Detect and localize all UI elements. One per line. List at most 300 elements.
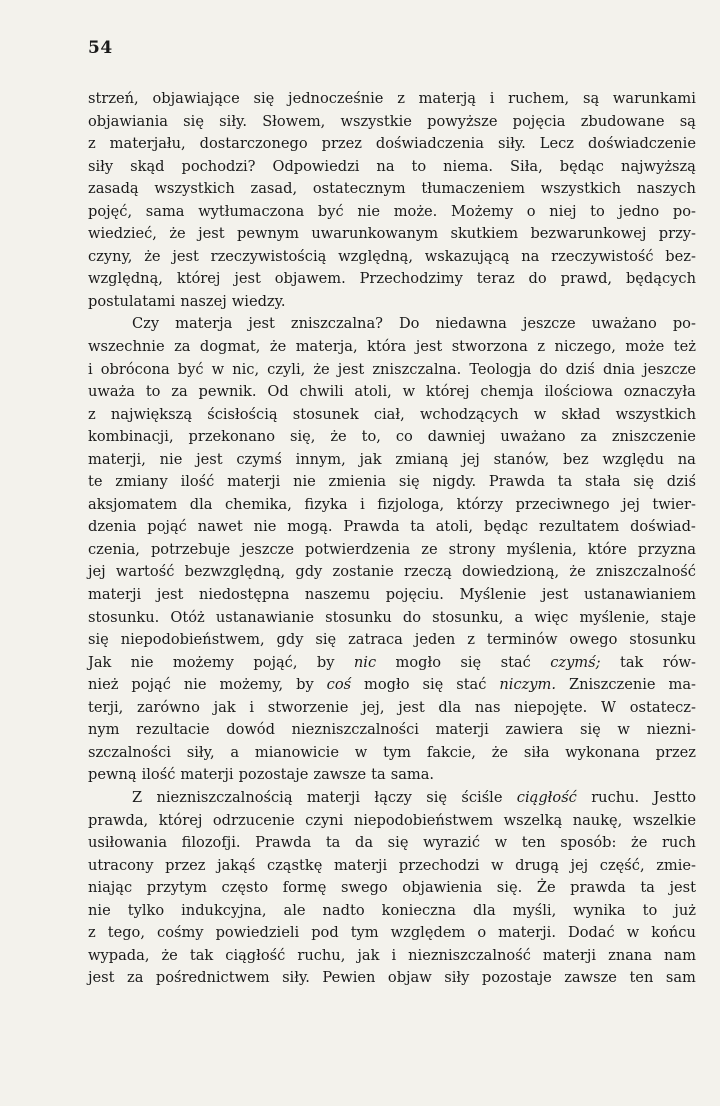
word: bez [563,450,589,468]
word: jej [462,450,480,468]
word: naszych [636,180,696,198]
word: na [521,247,540,265]
word: za [171,383,188,401]
word: dnia [602,360,636,378]
word: ze [421,540,438,558]
word: materji [542,946,597,964]
word: da [355,834,374,852]
word: strzeń, [88,90,139,107]
text-line [88,404,696,427]
word: będąc [483,518,529,536]
word: Myślenie [459,586,527,604]
word: ruch [661,834,696,852]
text-line [88,268,696,291]
text-line [88,156,696,179]
word: jest [248,315,275,333]
word: i [489,90,495,107]
word: pewną [88,766,137,784]
word: wiedzieć, [88,225,157,243]
word: której [158,811,203,829]
word: siły [444,969,470,987]
word: się [315,631,337,649]
word: ilość [180,473,215,491]
text-line [88,246,696,269]
word: niepodobieństwem, [120,631,265,649]
word: drugą [515,856,559,874]
word: stać [456,676,487,694]
word: zniszczalna? [290,315,383,333]
word: że [161,946,178,964]
word: terminów [486,631,558,649]
word: mianowicie [254,743,339,761]
word: aksjomatem [88,495,178,513]
word: ale [283,901,306,919]
word: tym [383,743,412,761]
word: już [674,901,696,919]
word: czyli, [267,360,306,378]
word: powyższe [427,112,498,130]
text-line [88,697,696,720]
word: ostatecz- [629,698,696,716]
word: ta [557,473,573,491]
word: materji [227,473,281,491]
text-line [88,426,696,449]
word: Jestto [653,788,696,806]
word: jej [570,856,589,874]
word: stosunku [325,608,392,626]
word: jest [88,969,115,987]
word: dla [438,698,462,716]
word: jej [622,495,640,513]
word: niedawna [435,315,507,333]
text-line [88,178,696,201]
word: często [221,879,269,897]
word: z [88,405,96,423]
word: fakcie, [426,743,476,761]
word: zatraca [348,631,403,649]
text-line [88,629,696,652]
word: tylko [127,901,165,919]
word: nigdy. [432,473,477,491]
word: stosunek [292,405,359,423]
word: czyny, [88,247,133,265]
word: fizjologa, [377,495,445,513]
word: te [88,473,103,491]
word: pochodzi? [181,157,256,175]
word: do [539,360,558,378]
word: zmienia [328,473,387,491]
word: czyni [305,811,344,829]
word: objawiania [88,112,168,130]
word: Siła, [510,157,543,175]
word: siły. [219,112,247,130]
word: Prawda [488,473,545,491]
word: pojęć, [88,202,133,220]
word: z [467,631,475,649]
text-line [88,607,696,630]
word: stosunku, [432,608,504,626]
word: strony [448,540,496,558]
word: się [460,653,482,671]
word: stosunku. [88,608,160,626]
word: dowiedzioną, [462,563,560,581]
word: po- [672,202,696,220]
word: są [582,90,600,107]
word: wiedzy. [231,292,286,310]
word: materji [88,586,142,604]
word: zasad, [250,180,298,198]
word: w [354,743,368,761]
word: pojąć [131,676,171,694]
word: dogmat, [199,338,261,356]
word: znana [608,946,653,964]
word: ten [521,834,546,852]
word: materja [175,315,233,333]
word: fizyka [304,495,348,513]
word: dziś [666,473,696,491]
word: Pewien [322,969,376,987]
word: mogą. [287,518,333,536]
word: ostatecznym [312,180,406,198]
word: nie [183,676,207,694]
word: staje [660,608,696,626]
word: w [402,383,416,401]
text-line [88,88,696,111]
word: przy- [658,225,696,243]
word: odrzucenie [212,811,295,829]
word: ustanawianie [215,608,314,626]
text-line [88,877,696,900]
word: nic, [232,360,260,378]
word: bez- [665,247,696,265]
word: obrócona [100,360,170,378]
word: zasadą [88,180,139,198]
text-line [88,539,696,562]
word: warunkami [612,90,696,107]
word: gdy [276,631,304,649]
word: materji [180,766,234,784]
word: w [617,721,630,739]
word: pewnik. [198,383,257,401]
word: siły, [186,743,215,761]
word: sposób: [560,834,617,852]
text-line [88,900,696,923]
word: przez [165,856,206,874]
word: sama. [390,766,435,784]
word: by [316,653,335,671]
word: materji, [88,450,146,468]
word: zniszczalna. [372,360,462,378]
word: wchodzących [419,405,519,423]
word: to [642,901,658,919]
word: atoli, [354,383,392,401]
word: myślenie, [579,608,650,626]
text-line [88,471,696,494]
word: jest [415,338,443,356]
word: ruchem, [508,90,570,107]
word: a [230,743,240,761]
word: jeszcze [522,315,576,333]
word: Dodać [568,924,615,942]
word: prawda, [88,811,149,829]
word: cząstkę [266,856,323,874]
word: pozostaje [238,766,309,784]
word: utracony [88,856,154,874]
word: Że [536,879,556,897]
word: zawiera [505,721,564,739]
word: uważano [591,315,657,333]
word: dla [189,495,213,513]
word: ilościowa [544,383,613,401]
word: niezniszczalności [291,721,419,739]
word: względną, [88,270,163,288]
word: siła [523,743,550,761]
word: cośmy [157,924,204,942]
word: jej [88,563,106,581]
word: że [269,338,287,356]
word: o [477,924,487,942]
word: myślenia, [506,540,577,558]
word: jak [359,450,382,468]
word: prawda [570,879,626,897]
word: bezwzględną, [184,563,286,581]
word: najwyższą [620,157,696,175]
text-line [88,674,696,697]
word: w [491,856,504,874]
word: zmie- [656,856,696,874]
word: prawd, [560,270,613,288]
word: twier- [652,495,696,513]
word: końcu [651,924,696,942]
word: naszej [180,292,227,310]
word: teraz [476,270,515,288]
text-line [88,291,696,314]
word: nież [88,676,119,694]
text-line [88,313,696,336]
word: wszystkich [154,180,235,198]
word: to [590,202,605,220]
word: dawniej [427,428,486,446]
text-line [88,449,696,472]
word: zmianą [395,450,449,468]
word: wykonana [565,743,640,761]
word: przez [321,135,362,153]
word: jest [234,270,261,288]
word: do [528,270,547,288]
word: się. [496,879,523,897]
word: się [398,473,420,491]
word: czenia, [88,540,140,558]
word: siły. [497,135,526,153]
word: zmiany [115,473,168,491]
word: jeszcze [643,360,696,378]
text-line [88,945,696,968]
word: że [569,563,586,581]
word: tym [350,924,379,942]
word: to [145,383,161,401]
word: innym, [295,450,346,468]
word: niedostępna [199,586,290,604]
word: potwierdzenia [305,540,411,558]
word: tłumaczeniem [421,180,525,198]
word: nie [253,518,277,536]
word: się [426,788,448,806]
word: więc [534,608,569,626]
word: którzy [456,495,504,513]
word: skład [561,405,601,423]
word: możemy, [219,676,284,694]
word: tak [189,946,214,964]
word: potrzebuje [150,540,231,558]
text-line [88,223,696,246]
word: siły [88,157,114,175]
word: jej, [362,698,385,716]
word: możemy [172,653,234,671]
word: uważano [500,428,566,446]
text-line [88,832,696,855]
word: jest [172,247,199,265]
word: to, [361,428,381,446]
text-line [88,381,696,404]
word: się [88,631,109,649]
word: gdy [295,563,323,581]
word: do [402,608,421,626]
word: postulatami [88,292,176,310]
word: której [425,383,470,401]
word: pojąć [147,518,187,536]
word: po- [672,315,696,333]
word: materji [333,856,388,874]
text-line [88,359,696,382]
word: z [397,90,405,107]
word: rów- [662,653,696,671]
word: jeszcze [241,540,295,558]
word: będących [625,270,696,288]
word: stać [500,653,531,671]
word: pojęciu. [385,586,444,604]
word: które [587,540,627,558]
word: pozostaje [481,969,552,987]
word: czymś; [550,653,601,671]
word: Teologja [469,360,532,378]
word: niezni- [646,721,696,739]
word: Z [132,788,143,806]
word: ciągłość [516,788,577,806]
word: ta [410,518,425,536]
word: Do [398,315,420,333]
word: jedno [618,202,660,220]
word: niepojęte. [514,698,588,716]
word: jest [337,360,365,378]
word: przez [655,743,696,761]
word: ciał, [373,405,405,423]
text-line [88,516,696,539]
word: w [494,834,508,852]
word: tego, [107,924,145,942]
word: przytym [146,879,207,897]
word: nie [130,653,154,671]
word: dowód [226,721,275,739]
word: niczego, [554,338,616,356]
word: przechodzi [398,856,480,874]
text-line [88,584,696,607]
text-line [88,561,696,584]
text-line [88,719,696,742]
word: względną, [338,247,414,265]
text-line [88,111,696,134]
word: na [677,450,696,468]
word: objawem. [274,270,346,288]
word: zostanie [332,563,394,581]
word: ilość [141,766,176,784]
word: że [330,428,347,446]
word: zarówno [137,698,200,716]
word: Możemy [450,202,514,220]
word: Lecz [539,135,574,153]
word: ta [325,834,341,852]
word: stworzona [451,338,528,356]
word: niej [549,202,577,220]
word: jest [541,586,569,604]
word: dzenia [88,518,137,536]
word: rzeczywistość [551,247,654,265]
word: z [537,338,546,356]
word: że [313,360,330,378]
word: Słowem, [262,112,326,130]
word: się [579,721,601,739]
word: dostarczonego [199,135,308,153]
word: materji [306,788,361,806]
word: materji [435,721,489,739]
word: wszelkie [632,811,696,829]
word: chemika, [224,495,292,513]
word: a [514,608,524,626]
word: też [673,338,696,356]
word: za [127,969,144,987]
word: stanów, [493,450,550,468]
word: się [183,112,204,130]
word: materjału, [109,135,186,153]
word: część, [599,856,645,874]
word: formę [282,879,327,897]
word: doświadczenie [587,135,696,153]
word: ustanawianiem [584,586,696,604]
word: owego [569,631,618,649]
word: jest [196,450,223,468]
word: czymś [236,450,282,468]
word: jak [357,946,380,964]
word: przyzna [637,540,696,558]
word: wytłumaczona [198,202,305,220]
word: i [249,698,255,716]
word: może. [393,202,438,220]
word: objawiające [152,90,240,107]
word: ten [629,969,654,987]
word: nawet [197,518,243,536]
word: Od [267,383,289,401]
text-line [88,855,696,878]
word: wypada, [88,946,150,964]
word: w [211,360,225,378]
word: myśli, [512,901,557,919]
word: zniszczalność [595,563,696,581]
word: kombinacji, [88,428,174,446]
word: mogło [395,653,441,671]
word: dziś [565,360,595,378]
word: nas [474,698,501,716]
word: pewnym [237,225,299,243]
word: wskazującą [424,247,510,265]
